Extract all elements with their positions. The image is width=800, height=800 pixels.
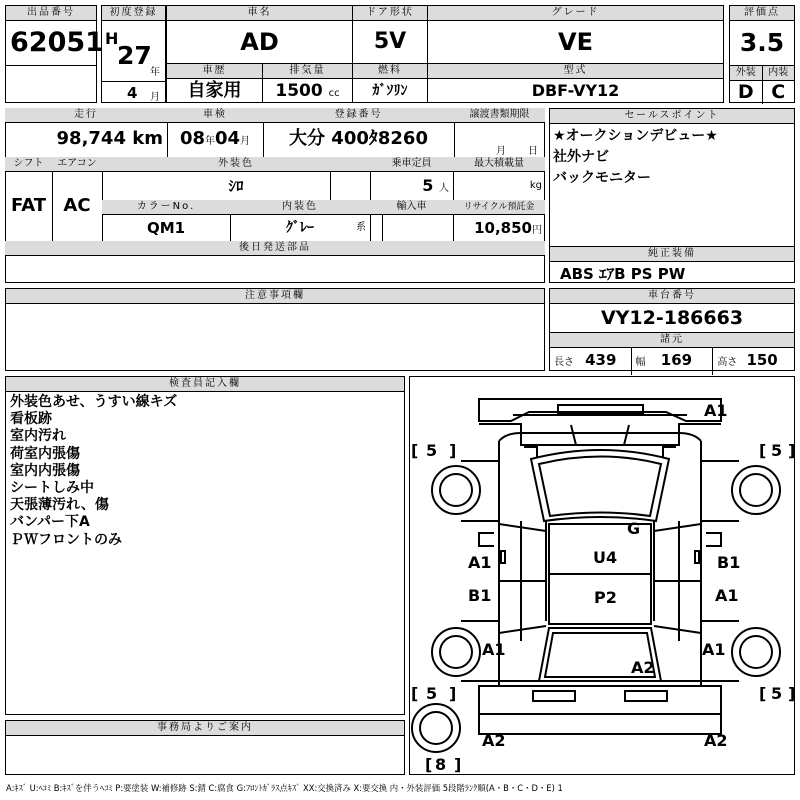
score-label: 評価点 xyxy=(730,6,794,21)
grade-box xyxy=(427,5,724,64)
width-label: 幅 xyxy=(635,357,646,368)
plate-label: 登録番号 xyxy=(263,108,454,123)
transfer-box xyxy=(454,108,545,158)
door-box xyxy=(352,5,428,64)
code-left-rear-door: B1 xyxy=(468,586,492,605)
year-unit: 年 xyxy=(150,67,160,78)
length: 439 xyxy=(585,351,617,369)
displacement-label: 排気量 xyxy=(263,64,352,79)
plate: 大分 400ﾀ8260 xyxy=(289,128,428,149)
reg-month: 4 xyxy=(127,84,138,102)
color-no: QM1 xyxy=(146,219,186,237)
code-left-front-door: A1 xyxy=(468,553,492,572)
insp-year-unit: 年 xyxy=(205,136,215,147)
tire-fr-close-bracket: ] xyxy=(788,441,796,460)
ext-grade-label: 外装 xyxy=(730,66,762,81)
shift: FAT xyxy=(10,195,47,216)
insp-month-unit: 月 xyxy=(240,136,251,147)
history-label: 車歴 xyxy=(167,64,262,79)
first-reg-box xyxy=(101,5,166,103)
capacity-label: 乗車定員 xyxy=(370,157,453,172)
capacity-unit: 人 xyxy=(439,183,449,194)
notes-label: 注意事項欄 xyxy=(6,289,544,304)
grade-label: グレード xyxy=(428,6,723,21)
color-divider xyxy=(330,171,331,201)
equipment: ABS ｴｱB PS PW xyxy=(560,265,686,283)
sales-line: バックモニター xyxy=(553,170,651,186)
car-name-label: 車名 xyxy=(167,6,352,21)
tire-fl-open-bracket: [ xyxy=(411,441,419,460)
sales-line: ★オークションデビュー★ xyxy=(553,128,718,144)
chassis-label: 車台番号 xyxy=(550,289,794,304)
color-label: 外装色 xyxy=(102,157,370,172)
capacity: 5 xyxy=(422,176,434,195)
ac-box xyxy=(52,157,103,242)
code-right-rear-door: A1 xyxy=(715,586,739,605)
inspection-label: 車検 xyxy=(167,108,263,123)
sales-label: セールスポイント xyxy=(550,109,794,124)
insp-month: 04 xyxy=(215,128,241,149)
color-no-box xyxy=(102,200,231,242)
int-color-label: 内装色 xyxy=(230,200,370,215)
history: 自家用 xyxy=(187,80,242,101)
width: 169 xyxy=(660,351,693,369)
fuel-box xyxy=(352,63,428,103)
tire-front-left: 5 xyxy=(426,441,438,460)
sales-line: 社外ナビ xyxy=(553,149,609,165)
tire-fl-close-bracket: ] xyxy=(449,441,457,460)
notes-box xyxy=(5,288,545,371)
recycle-box xyxy=(453,200,545,242)
plate-box xyxy=(263,108,455,158)
mileage: 98,744 xyxy=(56,128,126,149)
first-reg-label: 初度登録 xyxy=(102,6,165,21)
tire-rl-open-bracket: [ xyxy=(411,684,419,703)
equipment-label: 純正装備 xyxy=(550,246,794,262)
tire-front-right: 5 xyxy=(771,441,783,460)
int-color-unit: 系 xyxy=(356,222,366,233)
car-name: AD xyxy=(240,28,279,56)
color: ｼﾛ xyxy=(228,177,244,195)
code-rear-bumper-left: A2 xyxy=(482,731,506,750)
spare-close-bracket: ] xyxy=(454,755,462,774)
tire-rr-close-bracket: ] xyxy=(788,684,796,703)
code-front-bumper: A1 xyxy=(704,401,728,420)
color-no-label: カラーNo. xyxy=(102,200,230,215)
model-box xyxy=(427,63,724,103)
height: 150 xyxy=(746,351,778,369)
transfer-day-unit: 日 xyxy=(528,146,538,157)
inspector-line: 外装色あせ、うすい線キズ xyxy=(10,394,178,410)
inspector-line: 荷室内張傷 xyxy=(10,445,80,462)
tire-rear-right: 5 xyxy=(771,684,783,703)
later-parts-header xyxy=(5,241,545,256)
fuel: ｶﾞｿﾘﾝ xyxy=(372,83,408,99)
office-box xyxy=(5,720,405,775)
ac: AC xyxy=(63,195,91,216)
mileage-unit: km xyxy=(132,128,163,149)
spare-tire: 8 xyxy=(435,755,447,774)
ext-grade: D xyxy=(737,81,754,103)
displacement: 1500 xyxy=(275,81,323,101)
fuel-label: 燃料 xyxy=(353,64,427,79)
int-color: ｸﾞﾚｰ xyxy=(286,220,314,236)
inspector-box xyxy=(5,376,405,715)
recycle-unit: 円 xyxy=(532,225,542,236)
int-grade: C xyxy=(771,81,786,103)
code-left-rear-fender: A1 xyxy=(482,640,506,659)
inspector-line: シートしみ中 xyxy=(10,480,94,497)
shift-box xyxy=(5,157,53,242)
door-label: ドア形状 xyxy=(353,6,427,21)
reg-year: 27 xyxy=(117,41,152,70)
shift-label: シフト xyxy=(5,157,52,172)
later-parts-label: 後日発送部品 xyxy=(5,241,545,255)
office-label: 事務局よりご案内 xyxy=(6,721,404,736)
code-right-rear-fender: A1 xyxy=(702,640,726,659)
code-roof: U4 xyxy=(593,548,618,567)
code-roof-rear: P2 xyxy=(594,588,617,607)
month-unit: 月 xyxy=(150,92,160,103)
height-label: 高さ xyxy=(717,357,738,368)
grade: VE xyxy=(558,28,593,56)
inspector-label: 検査員記入欄 xyxy=(6,377,404,392)
transfer-month-unit: 月 xyxy=(496,146,506,157)
legend: A:ｷｽﾞ U:ﾍｺﾐ B:ｷｽﾞを伴うﾍｺﾐ P:要塗装 W:補修跡 S:錆 C:腐食 G:ﾌﾛﾝﾄｶﾞﾗｽ点ｷｽﾞ XX:交換済み X:要交換 内・外装評価 5段階ﾗﾝｸ順(A・B・C・D・E) 1 xyxy=(6,783,563,793)
tire-fr-open-bracket: [ xyxy=(759,441,767,460)
insp-year: 08 xyxy=(179,128,205,149)
transfer-label: 譲渡書類期限 xyxy=(454,108,545,123)
tire-rear-left: 5 xyxy=(426,684,438,703)
code-windshield: G xyxy=(627,519,641,538)
score-box xyxy=(729,5,795,103)
code-rear-bumper-right: A2 xyxy=(704,731,728,750)
dims-label: 諸元 xyxy=(550,333,794,348)
score: 3.5 xyxy=(730,21,794,66)
disp-unit: cc xyxy=(328,88,340,99)
spare-open-bracket: [ xyxy=(425,755,433,774)
ac-label: エアコン xyxy=(52,157,102,172)
recycle: 10,850 xyxy=(474,219,532,237)
chassis-number: VY12-186663 xyxy=(550,304,794,333)
inspector-line: 室内内張傷 xyxy=(10,462,80,479)
import-label: 輸入車 xyxy=(370,200,453,215)
mileage-box xyxy=(5,108,168,158)
int-color-box xyxy=(230,200,371,242)
load-unit: kg xyxy=(529,180,542,191)
lot-number: 62051 xyxy=(6,21,96,66)
chassis-box xyxy=(549,288,795,371)
door-type: 5V xyxy=(373,29,407,54)
sales-box xyxy=(549,108,795,283)
import-box xyxy=(370,200,454,242)
inspector-line: ＰＷフロントのみ xyxy=(10,531,122,548)
inspector-line: 室内汚れ xyxy=(10,428,66,445)
inspection-box xyxy=(167,108,264,158)
displacement-box xyxy=(262,63,353,103)
car-diagram xyxy=(410,377,794,774)
inspector-line: バンパー下A xyxy=(10,514,90,531)
length-label: 長さ xyxy=(554,357,574,368)
model-code: DBF-VY12 xyxy=(531,81,620,100)
code-rear-panel: A2 xyxy=(631,658,655,677)
int-grade-label: 内装 xyxy=(763,66,795,81)
capacity-box xyxy=(370,157,454,201)
history-box xyxy=(166,63,263,103)
code-right-front-door: B1 xyxy=(717,553,741,572)
load-label: 最大積載量 xyxy=(453,157,545,172)
mileage-label: 走行 xyxy=(5,108,167,123)
inspector-line: 天張薄汚れ、傷 xyxy=(10,497,109,514)
tire-rl-close-bracket: ] xyxy=(449,684,457,703)
car-diagram-box xyxy=(409,376,795,775)
car-name-box xyxy=(166,5,353,64)
load-box xyxy=(453,157,545,201)
tire-rr-open-bracket: [ xyxy=(759,684,767,703)
recycle-label: リサイクル預託金 xyxy=(453,200,545,215)
era: H xyxy=(105,29,119,48)
lot-box xyxy=(5,5,104,103)
inspector-line: 看板跡 xyxy=(10,411,52,428)
lot-label: 出品番号 xyxy=(6,6,96,21)
model-label: 型式 xyxy=(428,64,723,79)
